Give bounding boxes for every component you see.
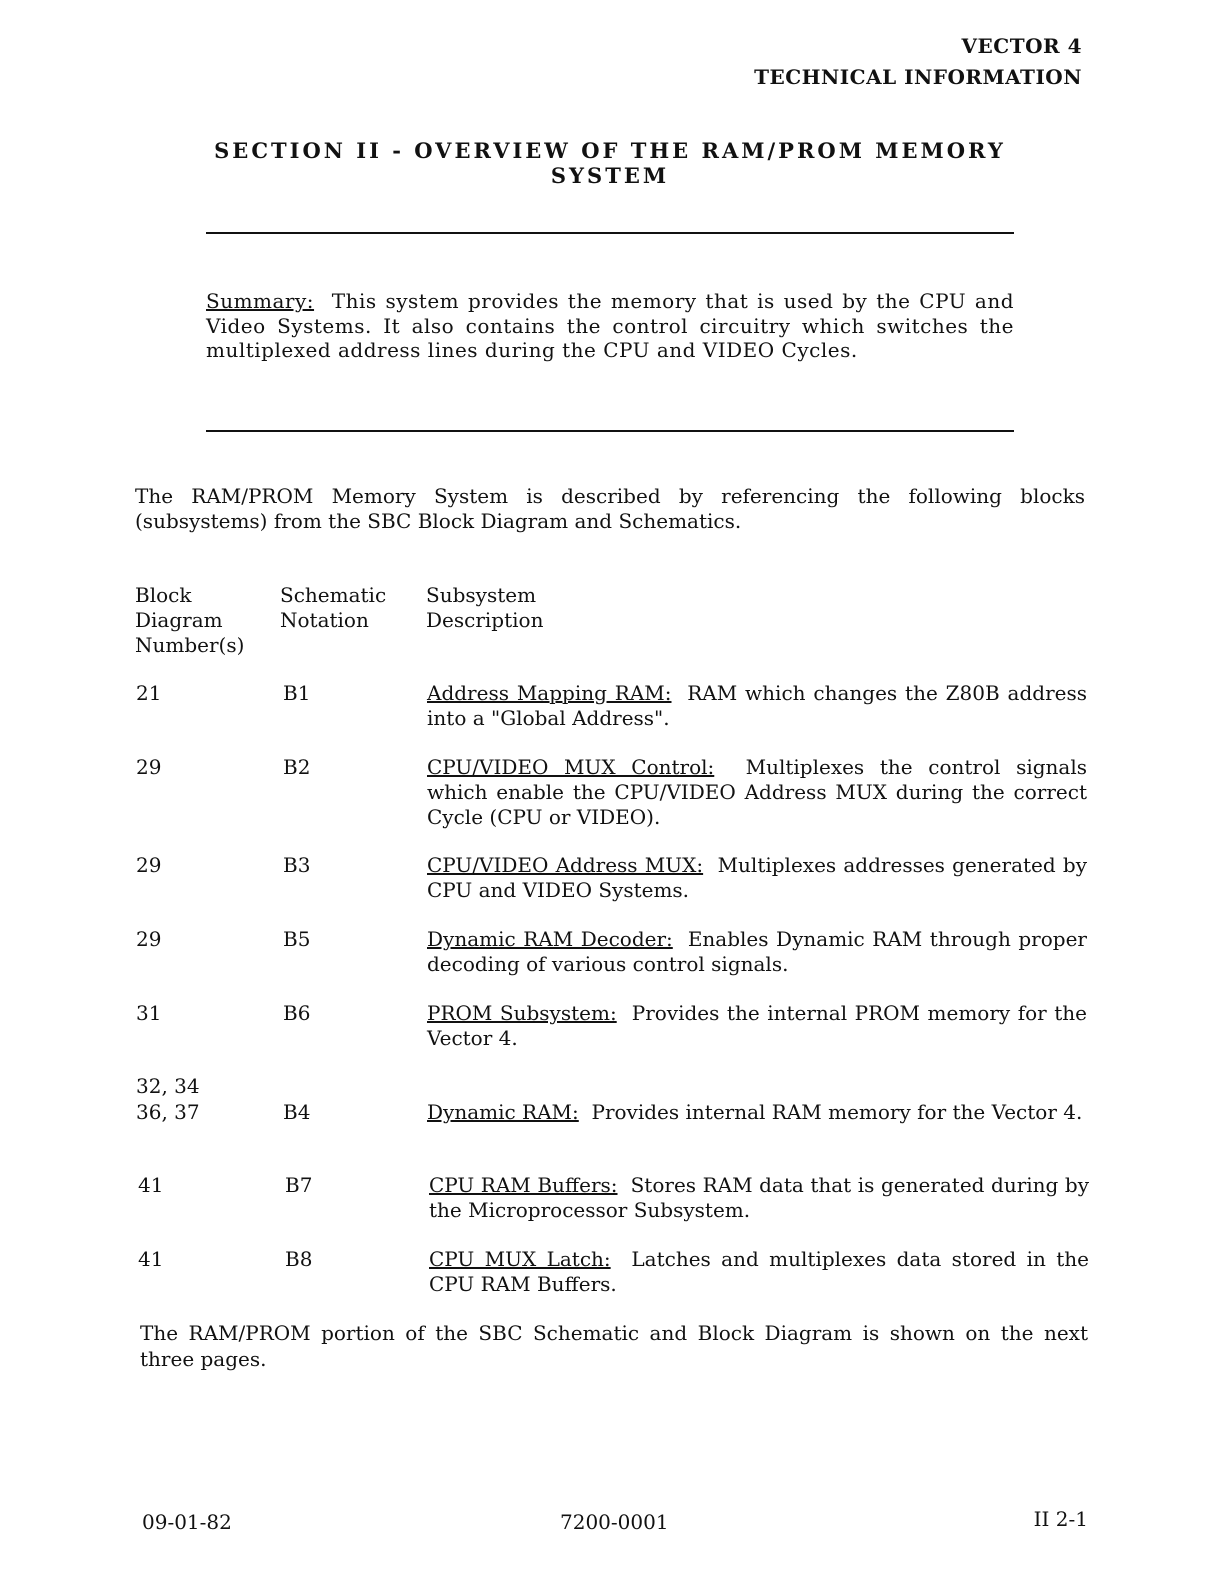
row-notation: B6 — [283, 1001, 311, 1025]
row-text: Multiplexes addresses generated by CPU and VIDEO Systems. — [427, 853, 1087, 902]
col-header-notation-line: Schematic — [280, 583, 387, 607]
intro-paragraph: The RAM/PROM Memory System is described by referencing the following blocks (subsystems) from the SBC Block Diagram and Schematics. — [135, 484, 1085, 533]
row-text: Enables Dynamic RAM through proper decoding of various control signals. — [427, 927, 1087, 976]
row-notation: B2 — [283, 755, 311, 779]
row-notation: B4 — [283, 1100, 311, 1124]
row-description — [427, 755, 1087, 830]
row-term: Dynamic RAM: — [427, 1100, 579, 1124]
closing-paragraph: The RAM/PROM portion of the SBC Schematic and Block Diagram is shown on the next three pages. — [140, 1321, 1088, 1371]
row-text: Latches and multiplexes data stored in the CPU RAM Buffers. — [429, 1247, 1089, 1296]
col-header-block — [135, 583, 244, 658]
row-block-number: 41 — [138, 1173, 164, 1197]
divider-bottom — [206, 430, 1014, 432]
row-block-number: 29 — [136, 755, 162, 779]
footer-page-number: II 2-1 — [1033, 1507, 1088, 1531]
row-term: Dynamic RAM Decoder: — [427, 927, 673, 951]
row-term: PROM Subsystem: — [427, 1001, 617, 1025]
row-text: Multiplexes the control signals which enable the CPU/VIDEO Address MUX during the correct Cycle (CPU or VIDEO). — [427, 755, 1088, 829]
row-term: Address Mapping RAM: — [427, 681, 672, 705]
row-block-number: 36, 37 — [136, 1100, 200, 1124]
col-header-description — [426, 583, 543, 633]
col-header-notation-line: Notation — [280, 608, 369, 632]
row-block-number: 29 — [136, 853, 162, 877]
row-description — [427, 853, 1087, 903]
row-term: CPU MUX Latch: — [429, 1247, 611, 1271]
footer-date: 09-01-82 — [142, 1510, 232, 1534]
col-header-notation — [280, 583, 386, 633]
header-subtitle: TECHNICAL INFORMATION — [754, 65, 1082, 89]
summary-text: This system provides the memory that is used by the CPU and Video Systems. It also contains the control circuitry which switches the multiplexed address lines during the CPU and VIDEO Cycles. — [206, 289, 1014, 362]
section-title: SECTION II - OVERVIEW OF THE RAM/PROM MEMORY SYSTEM — [214, 138, 1006, 188]
col-header-block-line: Diagram — [135, 608, 223, 632]
col-header-block-line: Number(s) — [135, 633, 245, 657]
row-notation: B7 — [285, 1173, 313, 1197]
row-description — [427, 1001, 1087, 1051]
row-description — [427, 1100, 1087, 1125]
row-description — [429, 1247, 1089, 1297]
row-text: Provides internal RAM memory for the Vector 4. — [591, 1100, 1083, 1124]
col-header-description-line: Description — [426, 608, 544, 632]
row-description — [427, 681, 1087, 731]
row-block-number: 21 — [136, 681, 162, 705]
row-block-number: 31 — [136, 1001, 162, 1025]
footer-doc-number: 7200-0001 — [560, 1510, 669, 1534]
row-text: Provides the internal PROM memory for the Vector 4. — [427, 1001, 1087, 1050]
summary-label: Summary: — [206, 289, 315, 313]
row-notation: B3 — [283, 853, 311, 877]
row-text: Stores RAM data that is generated during by the Microprocessor Subsystem. — [429, 1173, 1089, 1222]
row-notation: B8 — [285, 1247, 313, 1271]
col-header-description-line: Subsystem — [426, 583, 537, 607]
row-description — [429, 1173, 1089, 1223]
row-term: CPU/VIDEO Address MUX: — [427, 853, 704, 877]
row-block-number: 41 — [138, 1247, 164, 1271]
divider-top — [206, 232, 1014, 234]
header-product: VECTOR 4 — [961, 34, 1082, 58]
row-notation: B5 — [283, 927, 311, 951]
row-term: CPU RAM Buffers: — [429, 1173, 618, 1197]
row-term: CPU/VIDEO MUX Control: — [427, 755, 715, 779]
row-description — [427, 927, 1087, 977]
row-text: RAM which changes the Z80B address into a "Global Address". — [427, 681, 1087, 730]
row-block-number: 29 — [136, 927, 162, 951]
row-block-number-extra: 32, 34 — [136, 1074, 200, 1098]
col-header-block-line: Block — [135, 583, 192, 607]
summary-block — [206, 289, 1014, 363]
row-notation: B1 — [283, 681, 311, 705]
